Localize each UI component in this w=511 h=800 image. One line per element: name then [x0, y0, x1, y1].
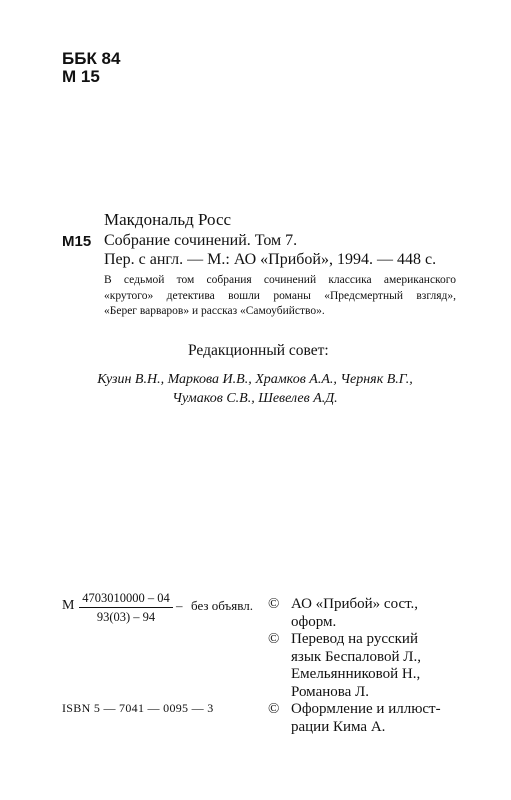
- annotation: [104, 273, 456, 320]
- editorial-board-title: Редакционный совет:: [188, 342, 329, 359]
- entry-code: М15: [62, 233, 92, 250]
- copyright-line: Перевод на русский: [291, 631, 418, 647]
- bbk-code: ББК 84: [62, 49, 121, 68]
- copyright-line: оформ.: [291, 613, 337, 630]
- catalog-note: без объявл.: [191, 598, 253, 613]
- copyright-line: Романова Л.: [291, 683, 369, 700]
- annotation-line: «крутого» детектива вошли романы «Предсмертный взгляд»,: [104, 289, 456, 302]
- copyright-block: [268, 596, 441, 736]
- catalog-mark: М: [62, 598, 75, 613]
- copyright-line: рации Кима А.: [291, 718, 386, 735]
- catalog-fraction: [79, 590, 173, 625]
- catalog-denominator: 93(03) – 94: [96, 610, 156, 624]
- copyright-entry: [268, 596, 441, 631]
- copyright-line: АО «Прибой» сост.,: [291, 596, 419, 612]
- copyright-line: Оформление и иллюст-: [291, 701, 441, 717]
- editorial-board-members: [60, 370, 450, 408]
- copyright-entry: [268, 631, 441, 701]
- copyright-symbol: ©: [268, 631, 280, 647]
- copyright-line: язык Беспаловой Л.,: [291, 648, 421, 665]
- board-members-line: Кузин В.Н., Маркова И.В., Храмков А.А., Черняк В.Г.,: [97, 372, 413, 387]
- board-members-line: Чумаков С.В., Шевелев А.Д.: [172, 391, 338, 406]
- author-mark: М 15: [62, 67, 100, 86]
- annotation-line: В седьмой том собрания сочинений классика американского: [104, 274, 456, 286]
- annotation-line: «Берег варваров» и рассказ «Самоубийство».: [104, 305, 325, 317]
- author-name: Макдональд Росс: [104, 210, 232, 229]
- catalog-dash: –: [176, 598, 183, 613]
- copyright-line: Емельянниковой Н.,: [291, 666, 421, 682]
- classification-block: [62, 50, 120, 86]
- book-title: Собрание сочинений. Том 7.: [104, 232, 298, 249]
- publication-info: Пер. с англ. — М.: АО «Прибой», 1994. — 448 с.: [104, 251, 437, 268]
- copyright-symbol: ©: [268, 701, 280, 717]
- copyright-symbol: ©: [268, 596, 280, 612]
- catalog-numerator: 4703010000 – 04: [79, 590, 173, 608]
- copyright-entry: [268, 701, 441, 736]
- isbn: ISBN 5 — 7041 — 0095 — 3: [62, 701, 214, 715]
